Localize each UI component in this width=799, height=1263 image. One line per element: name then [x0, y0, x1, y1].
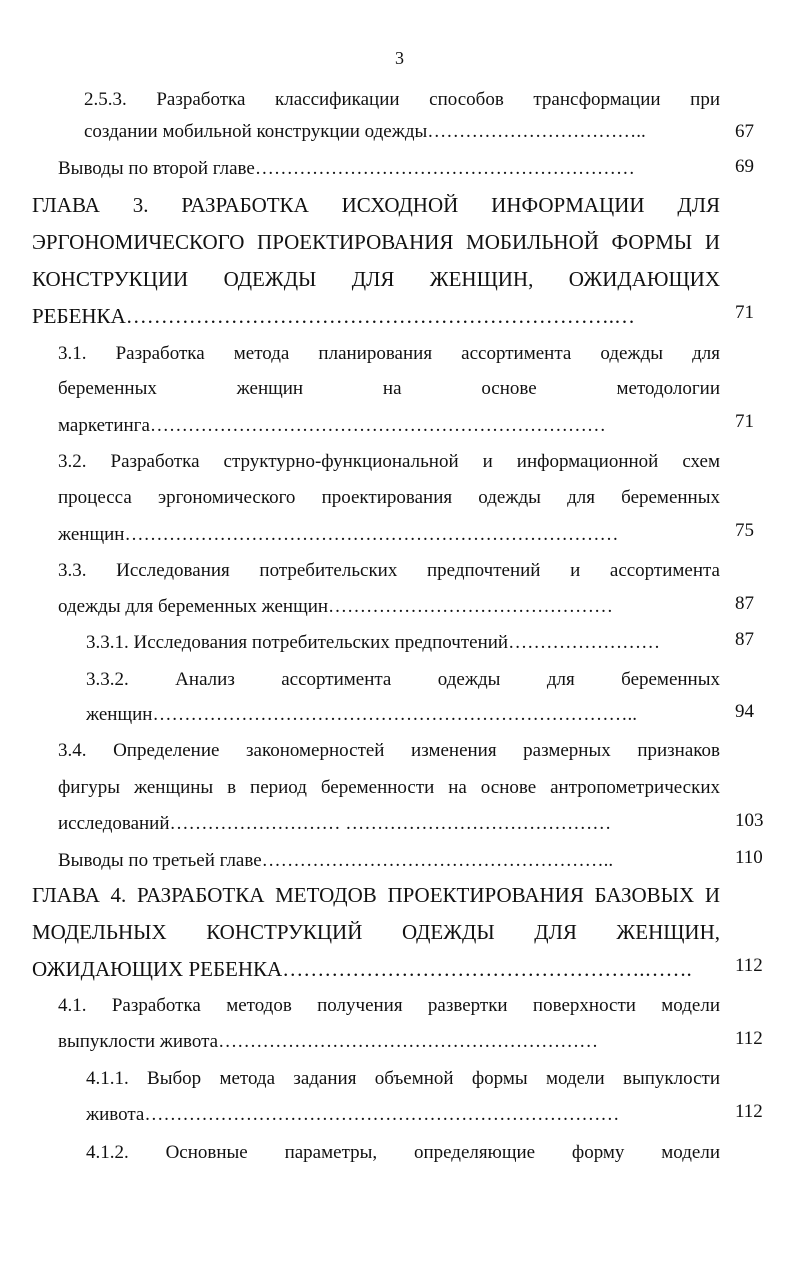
toc-entry-3-2-page: 75: [735, 520, 754, 541]
toc-entry-chapter-3-line-2: ЭРГОНОМИЧЕСКОГО ПРОЕКТИРОВАНИЯ МОБИЛЬНОЙ ФОРМЫ И: [32, 230, 720, 254]
toc-entry-3-3-2-page: 94: [735, 701, 754, 722]
toc-entry-4-1-2-line-1: 4.1.2. Основные параметры, определяющие форму модели: [86, 1142, 720, 1163]
toc-entry-chapter-4-line-1: ГЛАВА 4. РАЗРАБОТКА МЕТОДОВ ПРОЕКТИРОВАНИЯ БАЗОВЫХ И: [32, 883, 720, 907]
toc-entry-chapter-3-line-3: КОНСТРУКЦИИ ОДЕЖДЫ ДЛЯ ЖЕНЩИН, ОЖИДАЮЩИХ: [32, 267, 720, 291]
toc-entry-conclusions-3-line-1: Выводы по третьей главе………………………………………………..: [58, 850, 614, 871]
toc-entry-2-5-3-page: 67: [735, 121, 754, 142]
toc-entry-chapter-3-page: 71: [735, 302, 754, 323]
toc-entry-chapter-4-line-2: МОДЕЛЬНЫХ КОНСТРУКЦИЙ ОДЕЖДЫ ДЛЯ ЖЕНЩИН,: [32, 920, 720, 944]
toc-entry-3-1-line-3: маркетинга………………………………………………………………: [58, 415, 606, 436]
toc-entry-conclusions-2-line-1: Выводы по второй главе……………………………………………………: [58, 158, 635, 179]
toc-entry-3-2-line-3: женщин……………………………………………………………………: [58, 524, 619, 545]
page-number: 3: [395, 48, 404, 68]
toc-entry-3-3-line-1: 3.3. Исследования потребительских предпочтений и ассортимента: [58, 560, 720, 581]
toc-entry-chapter-3-line-4: РЕБЕНКА…………………………………………………………….…: [32, 304, 635, 328]
toc-entry-chapter-4-page: 112: [735, 955, 763, 976]
toc-entry-3-4-line-1: 3.4. Определение закономерностей изменения размерных признаков: [58, 740, 720, 761]
toc-entry-3-2-line-2: процесса эргономического проектирования одежды для беременных: [58, 487, 720, 508]
toc-entry-3-3-1-line-1: 3.3.1. Исследования потребительских предпочтений……………………: [86, 632, 661, 653]
toc-entry-chapter-3-line-1: ГЛАВА 3. РАЗРАБОТКА ИСХОДНОЙ ИНФОРМАЦИИ ДЛЯ: [32, 193, 720, 217]
toc-entry-3-4-page: 103: [735, 810, 764, 831]
toc-entry-3-3-2-line-2: женщин…………………………………………………………………..: [86, 704, 637, 725]
toc-entry-4-1-1-line-1: 4.1.1. Выбор метода задания объемной формы модели выпуклости: [86, 1068, 720, 1089]
toc-entry-3-1-page: 71: [735, 411, 754, 432]
toc-entry-conclusions-3-page: 110: [735, 847, 763, 868]
toc-entry-3-3-2-line-1: 3.3.2. Анализ ассортимента одежды для беременных: [86, 669, 720, 690]
toc-entry-4-1-1-line-2: живота…………………………………………………………………: [86, 1104, 620, 1125]
toc-entry-4-1-line-1: 4.1. Разработка методов получения развертки поверхности модели: [58, 995, 720, 1016]
toc-entry-4-1-line-2: выпуклости живота……………………………………………………: [58, 1031, 599, 1052]
toc-entry-3-2-line-1: 3.2. Разработка структурно-функциональной и информационной схем: [58, 451, 720, 472]
toc-entry-2-5-3-line-1: 2.5.3. Разработка классификации способов трансформации при: [84, 89, 720, 110]
toc-entry-3-1-line-2: беременных женщин на основе методологии: [58, 378, 720, 399]
toc-entry-3-3-line-2: одежды для беременных женщин………………………………………: [58, 596, 614, 617]
toc-entry-3-3-page: 87: [735, 593, 754, 614]
toc-entry-conclusions-2-page: 69: [735, 156, 754, 177]
toc-entry-4-1-page: 112: [735, 1028, 763, 1049]
toc-entry-3-1-line-1: 3.1. Разработка метода планирования ассортимента одежды для: [58, 343, 720, 364]
toc-entry-4-1-1-page: 112: [735, 1101, 763, 1122]
toc-entry-3-4-line-2: фигуры женщины в период беременности на основе антропометрических: [58, 777, 720, 798]
toc-entry-3-4-line-3: исследований……………………… ……………………………………: [58, 813, 612, 834]
toc-entry-3-3-1-page: 87: [735, 629, 754, 650]
toc-entry-2-5-3-line-2: создании мобильной конструкции одежды……………………………..: [84, 121, 646, 142]
toc-entry-chapter-4-line-3: ОЖИДАЮЩИХ РЕБЕНКА…………………………………………….…….: [32, 957, 692, 981]
